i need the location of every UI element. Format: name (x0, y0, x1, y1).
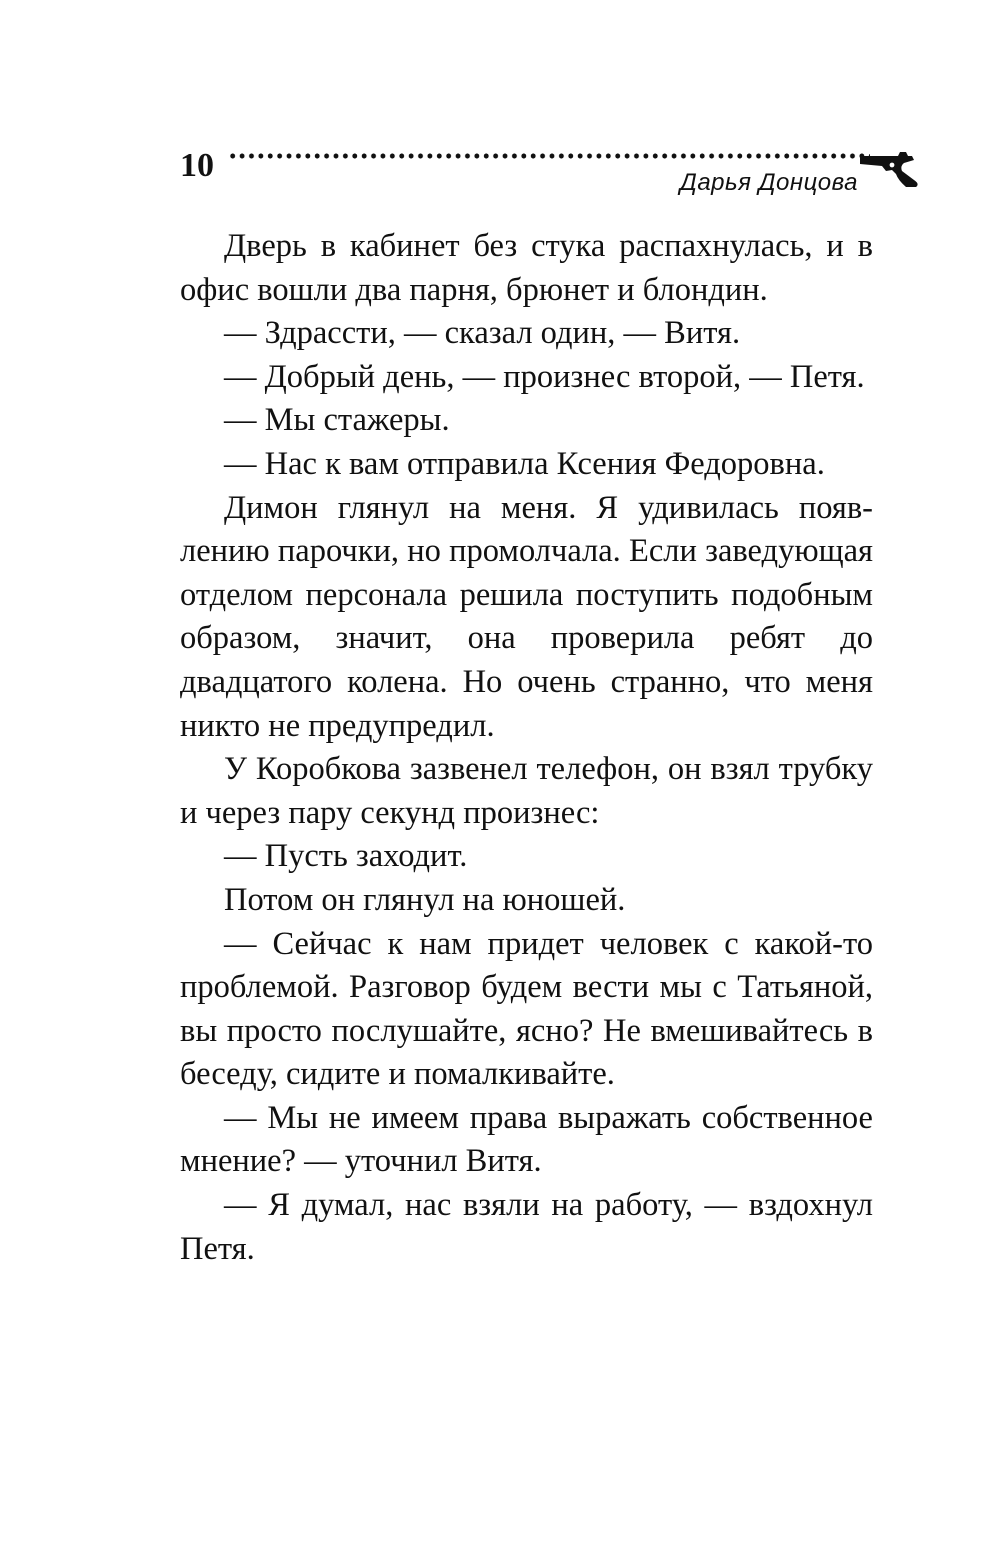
paragraph: — Пусть заходит. (224, 838, 468, 875)
paragraph: — Добрый день, — произнес второй, — Петя. (224, 358, 865, 395)
paragraph: — Мы не имеем права выражать собственное мнение? — уточнил Витя. (180, 1099, 873, 1180)
paragraph: — Сейчас к нам придет человек с какой-то проблемой. Разговор будем вести мы с Татьяной, вы просто послушайте, ясно? Не вмешивайтесь в беседу, сидите и помалкивайте. (180, 925, 873, 1093)
paragraph: — Мы стажеры. (224, 402, 450, 439)
paragraph: Потом он глянул на юношей. (224, 881, 626, 918)
header-dotted-rule (228, 152, 870, 160)
paragraph: Дверь в кабинет без стука распахнулась, и в офис вошли два парня, брюнет и блондин. (180, 228, 873, 308)
paragraph: У Коробкова зазвенел телефон, он взял трубку и через пару секунд произнес: (180, 751, 873, 831)
paragraph: — Я думал, нас взяли на работу, — вздохнул Петя. (180, 1187, 873, 1267)
page-number: 10 (180, 147, 214, 184)
paragraph: — Нас к вам отправила Ксения Федоровна. (224, 445, 825, 482)
paragraph: Димон глянул на меня. Я удивилась появлению парочки, но промолчала. Если заведующая отделом персонала решила поступить подобным образом, значит, она проверила ребят до двадцатого колена. Но очень странно, что меня никто не предупредил. (180, 489, 873, 744)
paragraph: — Здрасcти, — сказал один, — Витя. (224, 315, 741, 352)
author-name: Дарья Донцова (679, 169, 858, 196)
revolver-icon (858, 150, 922, 188)
body-text (180, 225, 873, 1271)
